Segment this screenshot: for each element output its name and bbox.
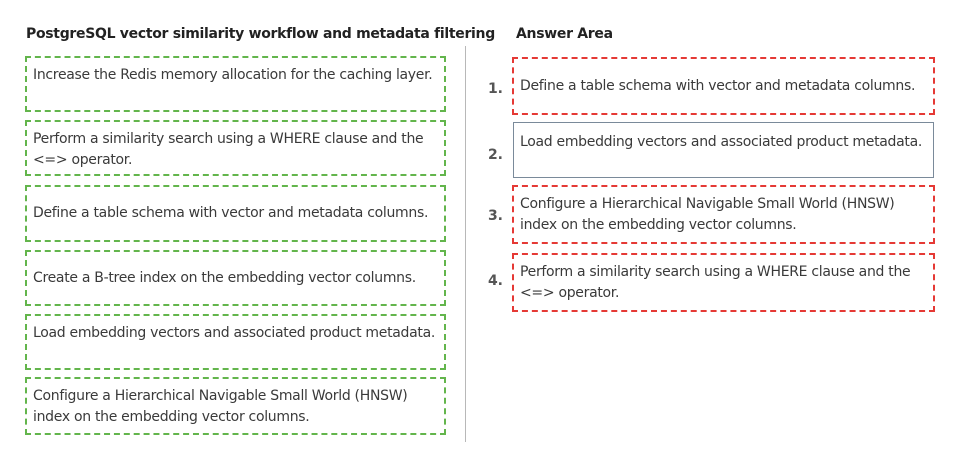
panel-divider xyxy=(465,46,466,442)
option-card-label: Perform a similarity search using a WHERE clause and the <=> operator. xyxy=(33,131,424,168)
option-card-table-schema[interactable] xyxy=(25,185,446,242)
answer-slot-number: 1. xyxy=(487,81,503,97)
option-card-load-embeddings[interactable] xyxy=(25,314,446,370)
option-card-similarity-search[interactable] xyxy=(25,120,446,176)
answer-slot-number: 4. xyxy=(487,273,503,289)
answer-slot-label: Configure a Hierarchical Navigable Small World (HNSW) index on the embedding vector columns. xyxy=(520,196,895,233)
option-card-label: Create a B-tree index on the embedding vector columns. xyxy=(33,269,416,286)
answer-slot-label: Perform a similarity search using a WHERE clause and the <=> operator. xyxy=(520,264,911,301)
answer-slot-label: Define a table schema with vector and metadata columns. xyxy=(520,77,916,94)
left-panel-title: PostgreSQL vector similarity workflow and metadata filtering xyxy=(26,26,495,42)
answer-slot-label: Load embedding vectors and associated product metadata. xyxy=(520,134,923,150)
answer-slot-2[interactable] xyxy=(513,122,934,178)
option-card-label: Increase the Redis memory allocation for the caching layer. xyxy=(33,67,433,83)
answer-slot-number: 3. xyxy=(487,208,503,224)
answer-slot-1[interactable] xyxy=(512,57,935,115)
option-card-redis-memory[interactable] xyxy=(25,56,446,112)
option-card-btree-index[interactable] xyxy=(25,250,446,306)
answer-slot-number: 2. xyxy=(487,147,503,163)
answer-slot-4[interactable] xyxy=(512,253,935,312)
option-card-label: Configure a Hierarchical Navigable Small World (HNSW) index on the embedding vector columns. xyxy=(33,388,408,425)
option-card-label: Load embedding vectors and associated product metadata. xyxy=(33,325,436,341)
answer-slot-3[interactable] xyxy=(512,185,935,244)
answer-area-title: Answer Area xyxy=(516,26,613,42)
option-card-hnsw-index[interactable] xyxy=(25,377,446,435)
option-card-label: Define a table schema with vector and metadata columns. xyxy=(33,205,429,221)
